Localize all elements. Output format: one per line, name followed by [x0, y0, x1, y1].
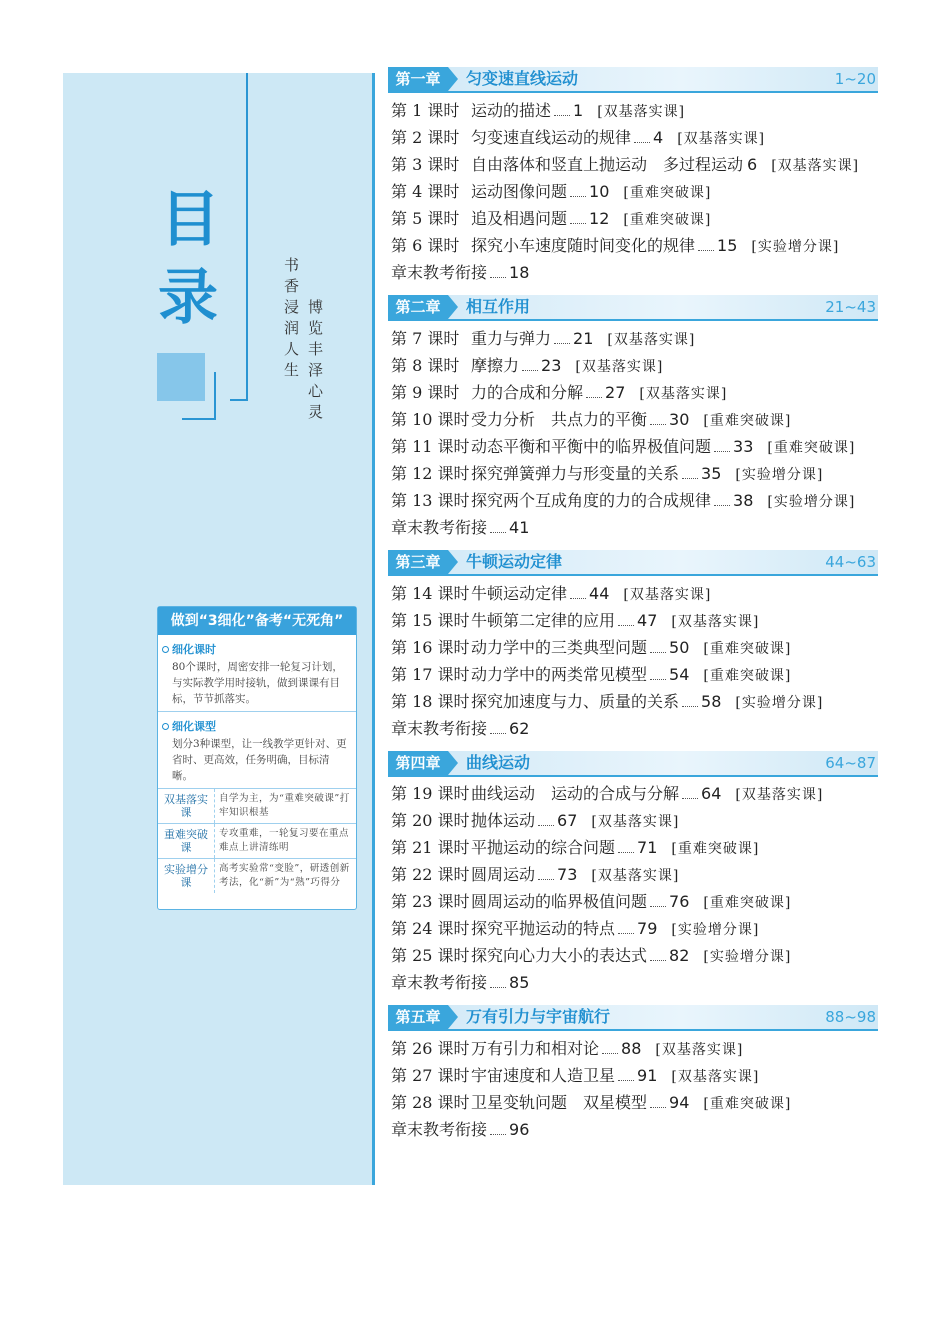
lesson-type-tag: [双基落实课] — [607, 332, 696, 348]
page-number: 21 — [573, 329, 594, 348]
toc-entry[interactable]: 第 2 课时 匀变速直线运动的规律 4 [双基落实课] — [391, 128, 766, 147]
chapter-header — [388, 295, 878, 319]
page-number: 67 — [557, 811, 578, 830]
info-row-label: 重难突破课 — [158, 824, 215, 858]
circle-bullet-icon — [162, 646, 169, 653]
lesson-type-tag: [重难突破课] — [703, 413, 792, 429]
page-number: 6 — [747, 155, 758, 174]
toc-entry-chapter-review[interactable]: 章末教考衔接 41 — [391, 518, 530, 537]
chapter-page-range: 44~63 — [825, 553, 876, 571]
toc-entry[interactable]: 第 10 课时受力分析 共点力的平衡 30 [重难突破课] — [391, 410, 792, 429]
toc-entry[interactable]: 第 13 课时探究两个互成角度的力的合成规律 38 [实验增分课] — [391, 491, 856, 510]
lesson-type-tag: [双基落实课] — [671, 614, 760, 630]
toc-entry[interactable]: 第 25 课时探究向心力大小的表达式 82 [实验增分课] — [391, 946, 792, 965]
page-number: 15 — [717, 236, 738, 255]
toc-entry-chapter-review[interactable]: 章末教考衔接 85 — [391, 973, 530, 992]
toc-entry-chapter-review[interactable]: 章末教考衔接 18 — [391, 263, 530, 282]
toc-entry[interactable]: 第 6 课时 探究小车速度随时间变化的规律 15 [实验增分课] — [391, 236, 840, 255]
info-section-title: 细化课型 — [172, 720, 216, 733]
lesson-type-tag: [双基落实课] — [677, 131, 766, 147]
info-row-label: 双基落实课 — [158, 789, 215, 823]
info-heading: 做到“3细化”备考“无死角” — [158, 607, 356, 635]
lesson-type-tag: [双基落实课] — [735, 787, 824, 803]
decor-square — [157, 353, 205, 401]
lesson-type-tag: [双基落实课] — [575, 359, 664, 375]
chapter-page-range: 21~43 — [825, 298, 876, 316]
info-section-title: 细化课时 — [172, 643, 216, 656]
lesson-type-tag: [重难突破课] — [703, 895, 792, 911]
lesson-type-tag: [双基落实课] — [591, 868, 680, 884]
page-number: 23 — [541, 356, 562, 375]
chapter-page-range: 88~98 — [825, 1008, 876, 1026]
info-row-text: 高考实验常“变脸”，研透创新考法，化“新”为“熟”巧得分 — [219, 863, 350, 888]
page-number: 35 — [701, 464, 722, 483]
chapter-header — [388, 550, 878, 574]
toc-entry[interactable]: 第 9 课时 力的合成和分解 27 [双基落实课] — [391, 383, 728, 402]
toc-entry[interactable]: 第 4 课时 运动图像问题 10 [重难突破课] — [391, 182, 712, 201]
toc-entry[interactable]: 第 22 课时圆周运动 73 [双基落实课] — [391, 865, 680, 884]
frame-horizontal-line — [230, 399, 248, 401]
lesson-type-tag: [实验增分课] — [703, 949, 792, 965]
page-number: 96 — [509, 1120, 530, 1139]
lesson-type-tag: [实验增分课] — [751, 239, 840, 255]
lesson-type-tag: [双基落实课] — [639, 386, 728, 402]
page-number: 30 — [669, 410, 690, 429]
info-row — [158, 824, 356, 859]
chapter-label: 第一章 — [388, 67, 448, 91]
chapter-header — [388, 1005, 878, 1029]
lesson-type-tag: [实验增分课] — [735, 467, 824, 483]
page-number: 33 — [733, 437, 754, 456]
page-number: 41 — [509, 518, 530, 537]
page-number: 82 — [669, 946, 690, 965]
arrow-tip-icon — [448, 295, 458, 319]
toc-entry[interactable]: 第 26 课时万有引力和相对论 88 [双基落实课] — [391, 1039, 744, 1058]
toc-entry[interactable]: 第 16 课时动力学中的三类典型问题 50 [重难突破课] — [391, 638, 792, 657]
title-char-mu: 目 — [160, 185, 220, 255]
toc-entry[interactable]: 第 19 课时曲线运动 运动的合成与分解 64 [双基落实课] — [391, 784, 824, 803]
page-number: 71 — [637, 838, 658, 857]
toc-entry[interactable]: 第 8 课时 摩擦力 23 [双基落实课] — [391, 356, 664, 375]
info-section — [158, 635, 356, 712]
toc-entry[interactable]: 第 3 课时 自由落体和竖直上抛运动 多过程运动 6 [双基落实课] — [391, 155, 860, 174]
page-number: 27 — [605, 383, 626, 402]
toc-entry[interactable]: 第 27 课时宇宙速度和人造卫星 91 [双基落实课] — [391, 1066, 760, 1085]
chapter-label: 第三章 — [388, 550, 448, 574]
lesson-type-tag: [双基落实课] — [671, 1069, 760, 1085]
lesson-type-tag: [双基落实课] — [655, 1042, 744, 1058]
lesson-type-tag: [重难突破课] — [703, 1096, 792, 1112]
chapter-header — [388, 751, 878, 775]
page-number: 91 — [637, 1066, 658, 1085]
info-row-text: 专攻重难，一轮复习要在重点难点上讲清练明 — [219, 828, 350, 853]
info-row — [158, 789, 356, 824]
page-number: 12 — [589, 209, 610, 228]
frame-bracket-h — [182, 418, 216, 420]
frame-bracket-v — [214, 372, 216, 420]
chapter-title: 牛顿运动定律 — [466, 552, 563, 571]
lesson-type-tag: [实验增分课] — [671, 922, 760, 938]
arrow-tip-icon — [448, 751, 458, 775]
chapter-title: 万有引力与宇宙航行 — [466, 1007, 611, 1026]
page-number: 88 — [621, 1039, 642, 1058]
page-number: 50 — [669, 638, 690, 657]
chapter-label: 第四章 — [388, 751, 448, 775]
toc-entry[interactable]: 第 15 课时牛顿第二定律的应用 47 [双基落实课] — [391, 611, 760, 630]
page-number: 62 — [509, 719, 530, 738]
info-row-text: 自学为主，为“重难突破课”打牢知识根基 — [219, 793, 350, 818]
lesson-type-tag: [双基落实课] — [597, 104, 686, 120]
toc-entry[interactable]: 第 1 课时 运动的描述 1 [双基落实课] — [391, 101, 686, 120]
arrow-tip-icon — [448, 1005, 458, 1029]
page-number: 76 — [669, 892, 690, 911]
page-number: 1 — [573, 101, 584, 120]
page-number: 18 — [509, 263, 530, 282]
toc-entry[interactable]: 第 14 课时牛顿运动定律 44 [双基落实课] — [391, 584, 712, 603]
poem-line-1: 书香浸润人生 — [282, 257, 300, 383]
page-number: 73 — [557, 865, 578, 884]
info-section — [158, 712, 356, 789]
toc-entry[interactable]: 第 11 课时动态平衡和平衡中的临界极值问题 33 [重难突破课] — [391, 437, 856, 456]
info-row-label: 实验增分课 — [158, 859, 215, 893]
chapter-title: 相互作用 — [466, 297, 531, 316]
frame-vertical-line — [246, 73, 248, 401]
toc-entry[interactable]: 第 20 课时抛体运动 67 [双基落实课] — [391, 811, 680, 830]
info-section-text: 80个课时，周密安排一轮复习计划，与实际教学用时接轨，做到课课有目标，节节抓落实。 — [172, 661, 343, 705]
page-number: 58 — [701, 692, 722, 711]
arrow-tip-icon — [448, 550, 458, 574]
lesson-type-tag: [重难突破课] — [623, 212, 712, 228]
page-number: 38 — [733, 491, 754, 510]
lesson-type-tag: [重难突破课] — [671, 841, 760, 857]
page-number: 79 — [637, 919, 658, 938]
toc-entry[interactable]: 第 21 课时平抛运动的综合问题 71 [重难突破课] — [391, 838, 760, 857]
toc-entry-chapter-review[interactable]: 章末教考衔接 62 — [391, 719, 530, 738]
toc-entry[interactable]: 第 28 课时卫星变轨问题 双星模型 94 [重难突破课] — [391, 1093, 792, 1112]
toc-entry[interactable]: 第 12 课时探究弹簧弹力与形变量的关系 35 [实验增分课] — [391, 464, 824, 483]
toc-entry[interactable]: 第 17 课时动力学中的两类常见模型 54 [重难突破课] — [391, 665, 792, 684]
lesson-type-tag: [实验增分课] — [767, 494, 856, 510]
toc-entry[interactable]: 第 18 课时探究加速度与力、质量的关系 58 [实验增分课] — [391, 692, 824, 711]
lesson-type-tag: [重难突破课] — [703, 668, 792, 684]
lesson-type-tag: [实验增分课] — [735, 695, 824, 711]
title-char-lu: 录 — [158, 263, 218, 333]
lesson-type-tag: [双基落实课] — [771, 158, 860, 174]
page-number: 44 — [589, 584, 610, 603]
lesson-type-tag: [双基落实课] — [591, 814, 680, 830]
toc-entry[interactable]: 第 5 课时 追及相遇问题 12 [重难突破课] — [391, 209, 712, 228]
page-number: 54 — [669, 665, 690, 684]
divider-line — [372, 73, 375, 1185]
arrow-tip-icon — [448, 67, 458, 91]
lesson-type-tag: [重难突破课] — [623, 185, 712, 201]
lesson-type-tag: [重难突破课] — [767, 440, 856, 456]
page-number: 94 — [669, 1093, 690, 1112]
info-box — [157, 606, 357, 910]
lesson-type-tag: [双基落实课] — [623, 587, 712, 603]
chapter-title: 曲线运动 — [466, 753, 531, 772]
page-number: 10 — [589, 182, 610, 201]
toc-entry-chapter-review[interactable]: 章末教考衔接 96 — [391, 1120, 530, 1139]
lesson-type-tag: [重难突破课] — [703, 641, 792, 657]
poem-line-2: 博览丰泽心灵 — [306, 299, 324, 425]
info-section-text: 划分3种课型，让一线教学更针对、更省时、更高效，任务明确，目标清晰。 — [172, 738, 347, 782]
chapter-page-range: 64~87 — [825, 754, 876, 772]
chapter-header — [388, 67, 878, 91]
chapter-label: 第二章 — [388, 295, 448, 319]
chapter-title: 匀变速直线运动 — [466, 69, 579, 88]
chapter-label: 第五章 — [388, 1005, 448, 1029]
page-number: 4 — [653, 128, 664, 147]
chapter-page-range: 1~20 — [834, 70, 876, 88]
toc-entry[interactable]: 第 24 课时探究平抛运动的特点 79 [实验增分课] — [391, 919, 760, 938]
toc-entry[interactable]: 第 23 课时圆周运动的临界极值问题 76 [重难突破课] — [391, 892, 792, 911]
toc-entry[interactable]: 第 7 课时 重力与弹力 21 [双基落实课] — [391, 329, 696, 348]
page-number: 64 — [701, 784, 722, 803]
circle-bullet-icon — [162, 723, 169, 730]
page-number: 85 — [509, 973, 530, 992]
page-number: 47 — [637, 611, 658, 630]
info-row — [158, 859, 356, 893]
